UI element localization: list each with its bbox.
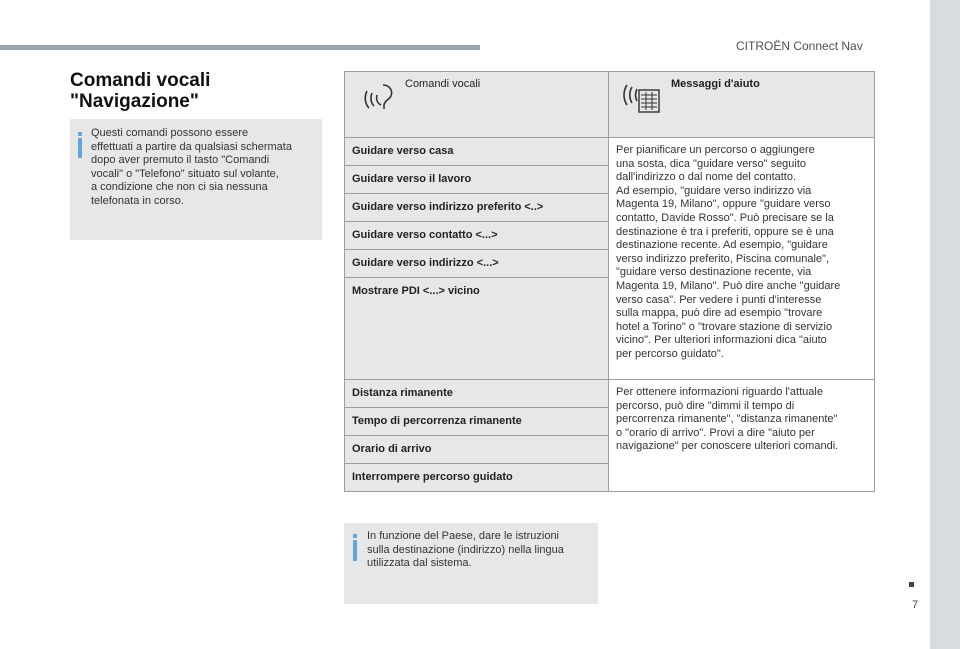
header-help-messages [609, 72, 875, 138]
help-line: "guidare verso destinazione recente, via [616, 266, 812, 279]
note-line: telefonata in corso. [91, 194, 184, 207]
header-voice-commands-label: Comandi vocali [405, 78, 481, 90]
info-note-text [91, 127, 319, 209]
command-cell: Guidare verso indirizzo preferito <..> [345, 194, 609, 222]
help-line: per percorso guidato". [616, 347, 724, 360]
help-line: Ad esempio, "guidare verso indirizzo via [616, 184, 812, 197]
help-line: sulla mappa, può dire ad esempio "trovare [616, 307, 823, 320]
command-cell: Guidare verso contatto <...> [345, 222, 609, 250]
help-line: Magenta 19, Milano", oppure "guidare verso [616, 198, 831, 211]
help-cell-route-info [609, 380, 875, 492]
help-message-icon [621, 81, 661, 115]
header-voice-commands [345, 72, 609, 138]
command-cell: Tempo di percorrenza rimanente [345, 408, 609, 436]
voice-command-icon [363, 81, 399, 111]
page-number: 7 [911, 599, 919, 611]
note-line: Questi comandi possono essere [91, 127, 249, 139]
info-note-text [367, 530, 595, 571]
command-cell: Orario di arrivo [345, 436, 609, 464]
note-line: vocali" o "Telefono" situato sul volante, [91, 167, 279, 180]
voice-commands-table [344, 71, 875, 492]
table-row [345, 380, 875, 408]
note-line: dopo aver premuto il tasto "Comandi [91, 154, 270, 167]
section-title [70, 70, 210, 112]
note-line: a condizione che non ci sia nessuna [91, 181, 268, 194]
table-row [345, 138, 875, 166]
section-title-line2: "Navigazione" [70, 91, 199, 112]
command-cell: Guidare verso casa [345, 138, 609, 166]
help-line: verso casa". Per vedere i punti d'interesse [616, 293, 822, 306]
help-line: Per pianificare un percorso o aggiungere [616, 144, 815, 156]
help-line: percorrenza rimanente", "distanza rimanente" [616, 413, 838, 426]
help-line: contatto, Davide Rosso". Può precisare se la [616, 211, 834, 224]
note-line: utilizzata dal sistema. [367, 557, 472, 570]
help-line: verso indirizzo preferito, Piscina comunale", [616, 252, 829, 265]
help-line: navigazione" per conoscere ulteriori comandi. [616, 440, 839, 453]
help-line: o "orario di arrivo". Provi a dire "aiuto per [616, 426, 815, 439]
help-line: Per ottenere informazioni riguardo l'attuale [616, 386, 823, 398]
command-cell: Guidare verso indirizzo <...> [345, 250, 609, 278]
info-note-bottom [344, 523, 598, 604]
help-line: percorso, può dire "dimmi il tempo di [616, 399, 795, 412]
info-icon [353, 540, 357, 561]
header-brand: CITROËN Connect Nav [736, 39, 863, 53]
command-cell: Interrompere percorso guidato [345, 464, 609, 492]
help-line: dall'indirizzo o dal nome del contatto. [616, 171, 797, 184]
command-cell: Distanza rimanente [345, 380, 609, 408]
help-cell-navigation [609, 138, 875, 380]
note-line: In funzione del Paese, dare le istruzioni [367, 530, 560, 542]
help-line: vicino". Per ulteriori informazioni dica "aiuto [616, 334, 827, 347]
help-line: destinazione è tra i preferiti, oppure se è una [616, 225, 834, 238]
help-line: Magenta 19, Milano". Può dire anche "guidare [616, 279, 841, 292]
command-cell: Guidare verso il lavoro [345, 166, 609, 194]
note-line: sulla destinazione (indirizzo) nella lingua [367, 543, 564, 556]
info-icon [78, 138, 82, 158]
help-line: hotel a Torino" o "trovare stazione di servizio [616, 320, 833, 333]
section-title-line1: Comandi vocali [70, 70, 211, 91]
header-rule [0, 45, 480, 50]
header-help-messages-label: Messaggi d'aiuto [671, 78, 760, 90]
note-line: effettuati a partire da qualsiasi schermata [91, 140, 292, 153]
table-header-row [345, 72, 875, 138]
continue-marker-icon [909, 582, 914, 587]
help-line: una sosta, dica "guidare verso" seguito [616, 157, 807, 170]
page-edge-strip [930, 0, 960, 649]
info-note-top [70, 119, 322, 240]
help-line: destinazione recente. Ad esempio, "guidare [616, 239, 828, 252]
command-cell: Mostrare PDI <...> vicino [345, 278, 609, 380]
